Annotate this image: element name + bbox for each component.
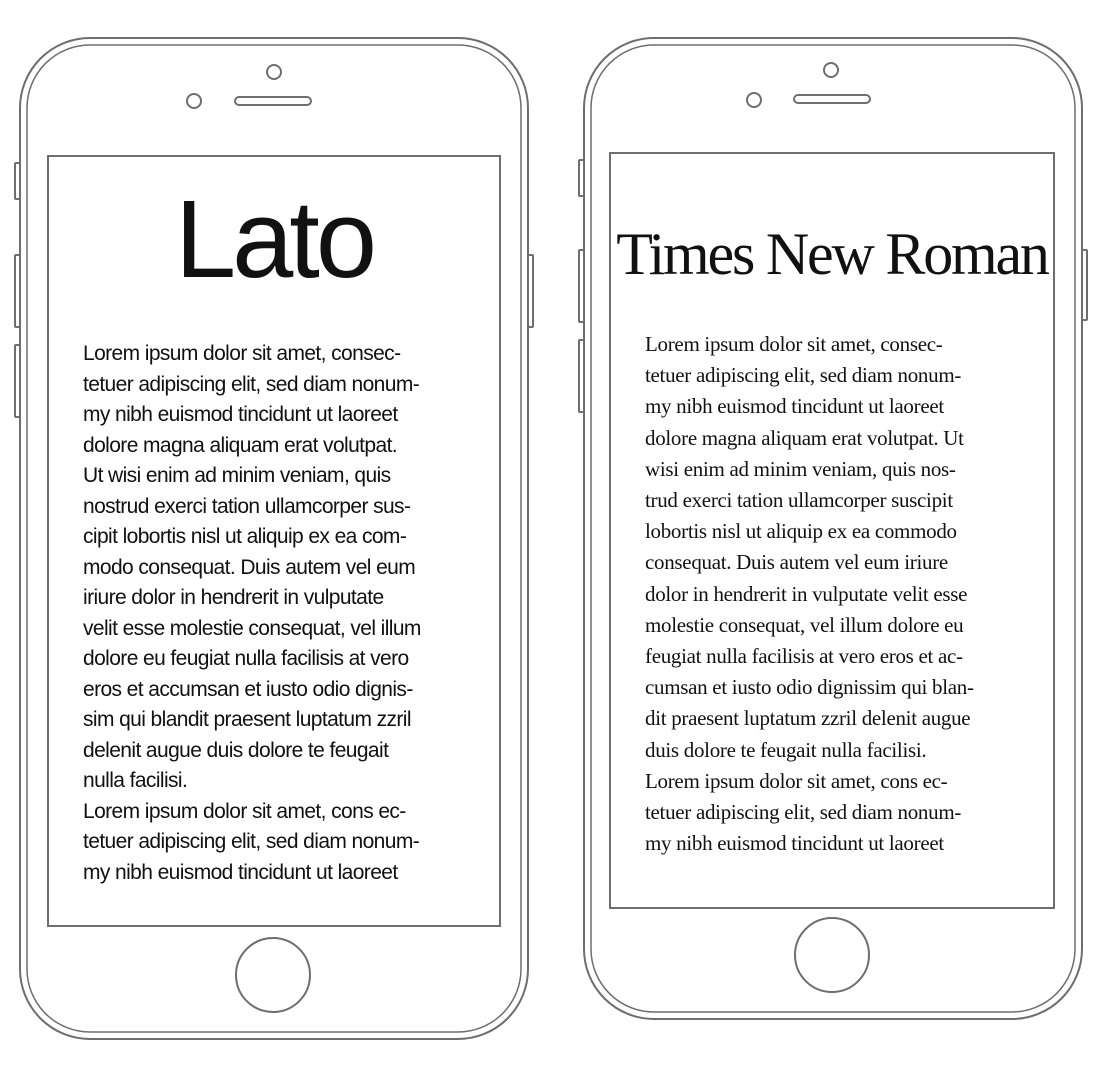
text-line: Lorem ipsum dolor sit amet, consec- — [83, 342, 401, 365]
text-line: delenit augue duis dolore te feugait — [83, 738, 389, 762]
text-line: Lorem ipsum dolor sit amet, consec- — [645, 332, 943, 356]
right-font-title: Times New Roman — [616, 221, 1048, 287]
text-line: iriure dolor in hendrerit in vulputate — [83, 586, 384, 609]
text-line: Ut wisi enim ad minim veniam, quis — [83, 464, 391, 487]
text-line: my nibh euismod tincidunt ut laoreet — [645, 394, 944, 419]
text-line: lobortis nisl ut aliquip ex ea commodo — [645, 519, 957, 544]
text-line: tetuer adipiscing elit, sed diam nonum- — [83, 372, 420, 396]
text-line: my nibh euismod tincidunt ut laoreet — [83, 403, 398, 426]
text-line: nostrud exerci tation ullamcorper sus- — [83, 494, 411, 518]
left-phone-screen — [49, 157, 499, 925]
right-sensor — [747, 93, 761, 107]
right-speaker — [794, 95, 870, 103]
left-home-button — [236, 938, 310, 1012]
right-body-text — [645, 329, 1035, 859]
left-front-camera — [267, 65, 281, 79]
text-line: eros et accumsan et iusto odio dignis- — [83, 677, 413, 701]
text-line: tetuer adipiscing elit, sed diam nonum- — [645, 363, 962, 388]
text-line: trud exerci tation ullamcorper suscipit — [645, 488, 953, 513]
right-home-button — [795, 918, 869, 992]
text-line: feugiat nulla facilisis at vero eros et ac- — [645, 644, 963, 669]
text-line: wisi enim ad minim veniam, quis nos- — [645, 456, 956, 481]
text-line: dit praesent luptatum zzril delenit augue — [645, 706, 971, 731]
text-line: dolore magna aliquam erat volutpat. — [83, 433, 398, 457]
text-line: duis dolore te feugait nulla facilisi. — [645, 737, 927, 762]
text-line: tetuer adipiscing elit, sed diam nonum- — [83, 830, 420, 853]
text-line: dolor in hendrerit in vulputate velit esse — [645, 581, 968, 606]
text-line: my nibh euismod tincidunt ut laoreet — [645, 831, 944, 856]
text-line: my nibh euismod tincidunt ut laoreet — [83, 860, 398, 884]
right-phone-screen — [610, 154, 1054, 908]
right-front-camera — [824, 63, 838, 77]
text-line: molestie consequat, vel illum dolore eu — [645, 612, 964, 637]
text-line: cipit lobortis nisl ut aliquip ex ea com- — [83, 525, 407, 548]
text-line: dolore eu feugiat nulla facilisis at vero — [83, 647, 409, 670]
text-line: nulla facilisi. — [83, 769, 188, 792]
left-font-title: Lato — [174, 178, 374, 301]
text-line: cumsan et iusto odio dignissim qui blan- — [645, 675, 974, 700]
text-line: tetuer adipiscing elit, sed diam nonum- — [645, 800, 962, 825]
text-line: Lorem ipsum dolor sit amet, cons ec- — [645, 768, 948, 793]
text-line: consequat. Duis autem vel eum iriure — [645, 550, 948, 575]
text-line: Lorem ipsum dolor sit amet, cons ec- — [83, 799, 406, 823]
text-line: modo consequat. Duis autem vel eum — [83, 555, 416, 579]
left-sensor — [187, 94, 201, 108]
text-line: sim qui blandit praesent luptatum zzril — [83, 708, 411, 731]
left-speaker — [235, 97, 311, 105]
text-line: dolore magna aliquam erat volutpat. Ut — [645, 425, 964, 450]
left-body-text — [83, 339, 483, 888]
text-line: velit esse molestie consequat, vel illum — [83, 616, 421, 640]
